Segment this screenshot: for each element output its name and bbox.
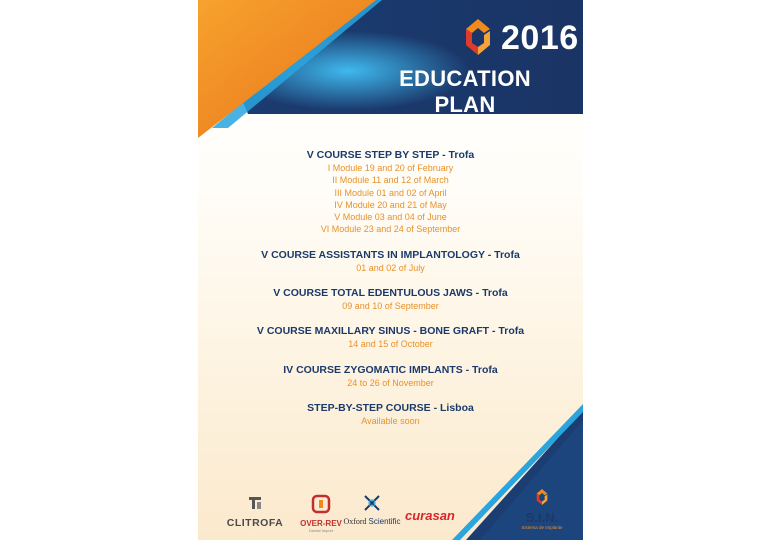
sin-name: S.I.N.	[525, 510, 559, 525]
course-date: VI Module 23 and 24 of September	[320, 224, 461, 235]
oxford-name-2: Scientific	[368, 517, 401, 526]
course-2	[198, 248, 583, 274]
year-heading: 2016	[501, 19, 579, 57]
course-date: I Module 19 and 20 of February	[327, 163, 454, 173]
course-title: V COURSE MAXILLARY SINUS - BONE GRAFT - Trofa	[256, 325, 525, 338]
course-date: Available soon	[361, 415, 420, 426]
oxford-logo-icon	[362, 494, 382, 512]
sin-logo-icon	[460, 17, 496, 57]
course-3	[198, 286, 583, 312]
course-5	[198, 363, 583, 389]
overrev-subtitle: Dental Import	[308, 528, 333, 533]
oxford-logo	[335, 494, 409, 526]
clitrofa-logo-icon	[246, 494, 264, 512]
course-date: III Module 01 and 02 of April	[334, 187, 447, 198]
course-date: IV Module 20 and 21 of May	[334, 199, 447, 210]
page-title: EDUCATION PLAN	[399, 66, 531, 117]
course-6	[198, 401, 583, 427]
course-1	[198, 148, 583, 236]
course-date: 24 to 26 of November	[347, 377, 434, 388]
overrev-logo-icon	[311, 494, 331, 514]
sin-logo-icon	[534, 488, 550, 506]
curasan-logo: curasan	[405, 508, 455, 523]
course-4	[198, 324, 583, 350]
partner-logos	[198, 494, 583, 534]
sin-logo	[510, 488, 574, 531]
course-date: 01 and 02 of July	[356, 262, 425, 273]
course-title: STEP-BY-STEP COURSE - Lisboa	[307, 401, 474, 414]
clitrofa-name: CLITROFA	[226, 517, 284, 529]
course-date: 14 and 15 of October	[348, 339, 433, 350]
course-date: V Module 03 and 04 of June	[334, 212, 447, 223]
course-title: IV COURSE ZYGOMATIC IMPLANTS - Trofa	[283, 363, 498, 376]
clitrofa-logo	[220, 494, 290, 529]
course-date: 09 and 10 of September	[342, 301, 439, 312]
sin-subtitle: Sistema de Implante	[521, 525, 563, 530]
course-title: V COURSE STEP BY STEP - Trofa	[306, 149, 475, 161]
education-plan-poster	[198, 0, 583, 540]
course-date: II Module 11 and 12 of March	[332, 175, 449, 186]
course-title: V COURSE ASSISTANTS IN IMPLANTOLOGY - Trofa	[261, 248, 520, 261]
oxford-name	[335, 517, 409, 526]
course-list	[198, 148, 583, 439]
overrev-name: OVER-REV	[300, 519, 342, 528]
course-title: V COURSE TOTAL EDENTULOUS JAWS - Trofa	[273, 287, 508, 300]
oxford-name-1: Oxford	[343, 517, 367, 526]
